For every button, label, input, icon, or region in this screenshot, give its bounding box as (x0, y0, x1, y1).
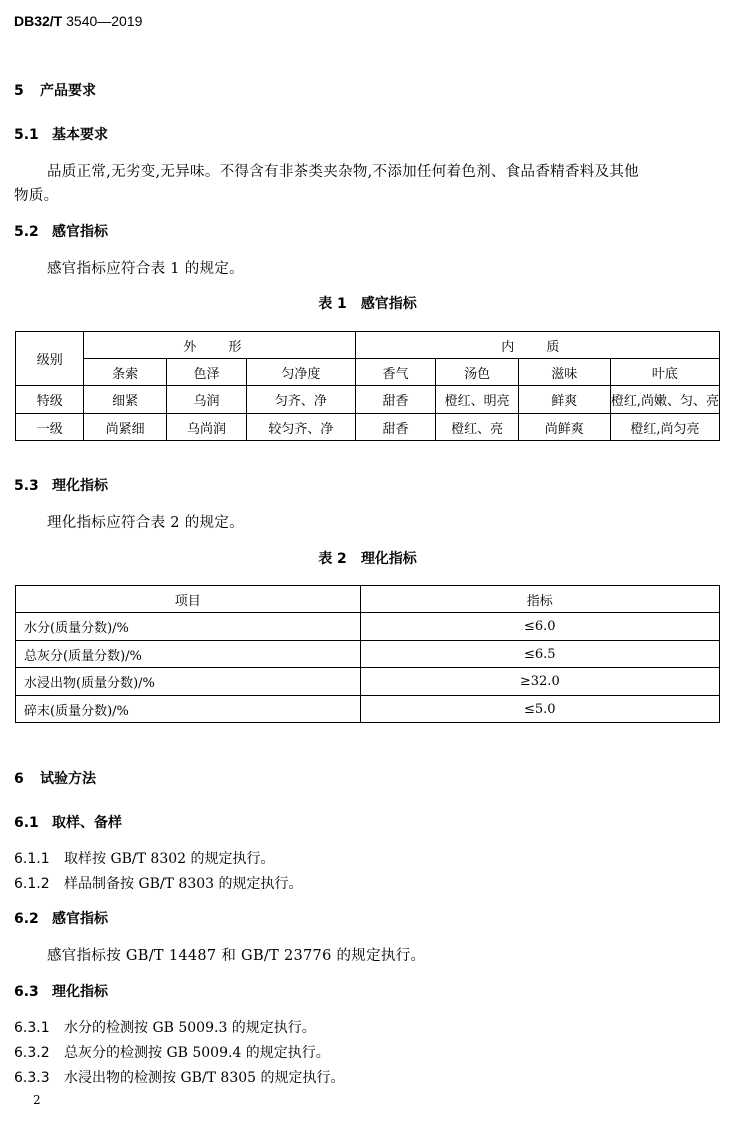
column-header: 色泽 (166, 359, 246, 386)
table-cell: 尚鲜爽 (518, 414, 610, 441)
column-header: 叶底 (610, 359, 719, 386)
clause-text: 水浸出物的检测按 GB/T 8305 的规定执行。 (64, 1070, 345, 1086)
column-header: 匀净度 (247, 359, 355, 386)
section-5-2-body: 感官指标应符合表 1 的规定。 (47, 261, 244, 277)
table-row (16, 414, 720, 441)
grade-cell: 特级 (16, 386, 84, 414)
section-title: 感官指标 (52, 911, 108, 927)
table-cell: 匀齐、净 (247, 386, 355, 414)
section-title: 基本要求 (52, 127, 108, 143)
clause-number: 6.3.1 (14, 1020, 50, 1036)
value-cell: ≤6.0 (360, 613, 719, 641)
section-title: 产品要求 (40, 83, 96, 99)
section-title: 试验方法 (40, 771, 96, 787)
table-cell: 橙红、明亮 (436, 386, 518, 414)
clause-6-1-2 (14, 873, 303, 893)
section-6-2-heading (14, 908, 108, 928)
table-row (16, 386, 720, 414)
section-5-3-heading (14, 475, 108, 495)
clause-6-3-2 (14, 1042, 330, 1062)
table-cell: 乌尚润 (166, 414, 246, 441)
section-6-heading (14, 768, 96, 788)
quality-group-header: 内 质 (355, 332, 719, 359)
column-header: 滋味 (518, 359, 610, 386)
standard-prefix: DB32/T (14, 13, 63, 29)
document-header (14, 13, 142, 29)
table-row (16, 696, 720, 723)
table-row (16, 641, 720, 668)
grade-header: 级别 (16, 332, 84, 386)
section-number: 6 (14, 771, 24, 787)
section-title: 理化指标 (52, 478, 108, 494)
section-5-1-body-line1: 品质正常,无劣变,无异味。不得含有非茶类夹杂物,不添加任何着色剂、食品香精香料及其他 (47, 164, 639, 180)
table-1-caption (0, 293, 735, 313)
section-5-heading (14, 80, 96, 100)
page-number: 2 (33, 1093, 41, 1107)
section-number: 5.3 (14, 478, 39, 494)
clause-text: 取样按 GB/T 8302 的规定执行。 (64, 851, 275, 867)
section-number: 6.3 (14, 984, 39, 1000)
section-number: 6.2 (14, 911, 39, 927)
table-cell: 橙红,尚匀亮 (610, 414, 719, 441)
table-cell: 甜香 (355, 386, 436, 414)
section-title: 理化指标 (52, 984, 108, 1000)
clause-text: 总灰分的检测按 GB 5009.4 的规定执行。 (64, 1045, 330, 1061)
table-cell: 橙红,尚嫩、匀、亮 (610, 386, 719, 414)
table-cell: 较匀齐、净 (247, 414, 355, 441)
section-6-1-heading (14, 812, 122, 832)
table-row (16, 668, 720, 696)
clause-number: 6.1.2 (14, 876, 50, 892)
sensory-table (15, 331, 720, 441)
section-6-2-body: 感官指标按 GB/T 14487 和 GB/T 23776 的规定执行。 (47, 948, 426, 964)
table-cell: 鲜爽 (518, 386, 610, 414)
section-title: 取样、备样 (52, 815, 122, 831)
column-header: 条索 (84, 359, 166, 386)
table-cell: 橙红、亮 (436, 414, 518, 441)
section-number: 5.2 (14, 224, 39, 240)
caption-title: 理化指标 (360, 551, 417, 567)
section-number: 5 (14, 83, 24, 99)
item-cell: 水分(质量分数)/% (16, 613, 361, 641)
section-number: 6.1 (14, 815, 39, 831)
column-header: 项目 (16, 586, 361, 613)
clause-number: 6.3.3 (14, 1070, 50, 1086)
clause-number: 6.1.1 (14, 851, 50, 867)
section-5-1-heading (14, 124, 108, 144)
clause-6-3-1 (14, 1017, 316, 1037)
section-6-3-heading (14, 981, 108, 1001)
physicochemical-table (15, 585, 720, 723)
table-cell: 尚紧细 (84, 414, 166, 441)
item-cell: 总灰分(质量分数)/% (16, 641, 361, 668)
clause-text: 样品制备按 GB/T 8303 的规定执行。 (64, 876, 303, 892)
section-number: 5.1 (14, 127, 39, 143)
column-header: 指标 (360, 586, 719, 613)
grade-cell: 一级 (16, 414, 84, 441)
section-5-2-heading (14, 221, 108, 241)
column-header: 香气 (355, 359, 436, 386)
caption-title: 感官指标 (360, 296, 417, 312)
section-title: 感官指标 (52, 224, 108, 240)
clause-text: 水分的检测按 GB 5009.3 的规定执行。 (64, 1020, 316, 1036)
value-cell: ≤5.0 (360, 696, 719, 723)
column-header: 汤色 (436, 359, 518, 386)
caption-number: 表 1 (318, 296, 347, 312)
value-cell: ≤6.5 (360, 641, 719, 668)
table-row (16, 613, 720, 641)
clause-6-1-1 (14, 848, 275, 868)
item-cell: 水浸出物(质量分数)/% (16, 668, 361, 696)
value-cell: ≥32.0 (360, 668, 719, 696)
table-2-caption (0, 548, 735, 568)
table-cell: 甜香 (355, 414, 436, 441)
clause-number: 6.3.2 (14, 1045, 50, 1061)
caption-number: 表 2 (318, 551, 347, 567)
section-5-3-body: 理化指标应符合表 2 的规定。 (47, 515, 244, 531)
standard-number: 3540—2019 (66, 13, 143, 29)
section-5-1-body-line2: 物质。 (14, 188, 59, 204)
table-cell: 细紧 (84, 386, 166, 414)
appearance-group-header: 外 形 (84, 332, 355, 359)
item-cell: 碎末(质量分数)/% (16, 696, 361, 723)
table-cell: 乌润 (166, 386, 246, 414)
clause-6-3-3 (14, 1067, 345, 1087)
